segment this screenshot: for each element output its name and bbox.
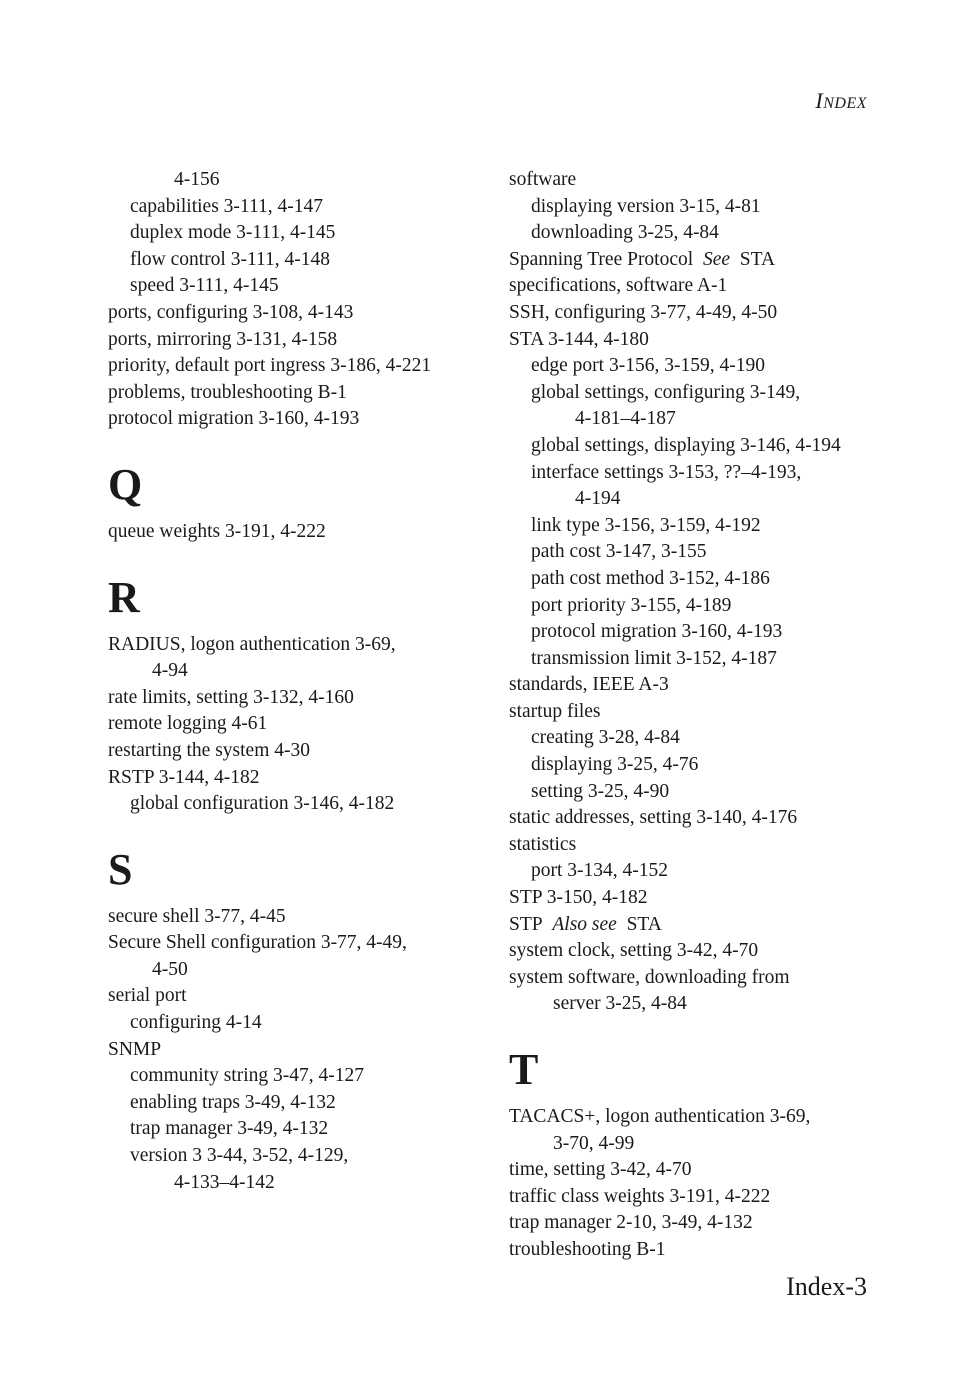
index-entry: downloading 3-25, 4-84 xyxy=(531,222,719,244)
index-entry: Secure Shell configuration 3-77, 4-49, xyxy=(108,932,407,954)
index-entry: ports, mirroring 3-131, 4-158 xyxy=(108,328,338,350)
index-entry: 4-94 xyxy=(152,660,188,682)
index-entry: static addresses, setting 3-140, 4-176 xyxy=(509,807,798,829)
index-entry: configuring 4-14 xyxy=(130,1012,262,1034)
index-entry: displaying 3-25, 4-76 xyxy=(531,754,699,776)
index-entry: path cost 3-147, 3-155 xyxy=(531,541,707,563)
index-section-letter: S xyxy=(108,844,133,894)
index-entry: system clock, setting 3-42, 4-70 xyxy=(509,940,759,962)
index-entry: time, setting 3-42, 4-70 xyxy=(509,1159,692,1181)
index-column-left xyxy=(108,167,488,1196)
index-entry-term: STP xyxy=(509,913,543,935)
index-entry: server 3-25, 4-84 xyxy=(553,993,687,1015)
index-entry: 4-50 xyxy=(152,958,188,980)
index-see-reference: See xyxy=(702,248,730,270)
index-entry: enabling traps 3-49, 4-132 xyxy=(130,1091,336,1113)
index-entry: 4-181–4-187 xyxy=(575,408,676,430)
index-entry: priority, default port ingress 3-186, 4-221 xyxy=(108,355,432,377)
index-entry: duplex mode 3-111, 4-145 xyxy=(130,222,336,244)
index-see-target: STA xyxy=(739,248,776,270)
index-entry: secure shell 3-77, 4-45 xyxy=(108,905,286,927)
index-entry: statistics xyxy=(509,833,577,855)
index-entry: RSTP 3-144, 4-182 xyxy=(108,766,260,788)
index-entry: 3-70, 4-99 xyxy=(553,1132,635,1154)
index-entry: capabilities 3-111, 4-147 xyxy=(130,195,323,217)
index-entry: software xyxy=(509,169,577,190)
index-entry: serial port xyxy=(108,985,187,1007)
index-entry: version 3 3-44, 3-52, 4-129, xyxy=(130,1145,349,1167)
index-entry: setting 3-25, 4-90 xyxy=(531,780,670,802)
index-entry: protocol migration 3-160, 4-193 xyxy=(531,621,783,643)
index-entry xyxy=(509,247,889,274)
index-entry: STA 3-144, 4-180 xyxy=(509,328,649,350)
index-section-letter: Q xyxy=(108,459,143,509)
index-entry: port priority 3-155, 4-189 xyxy=(531,594,732,616)
index-entry: standards, IEEE A-3 xyxy=(509,674,669,696)
index-entry: edge port 3-156, 3-159, 4-190 xyxy=(531,355,765,377)
header-initial: I xyxy=(815,88,824,113)
index-entry: link type 3-156, 3-159, 4-192 xyxy=(531,514,761,536)
index-see-reference: Also see xyxy=(552,913,617,935)
index-section-letter: T xyxy=(509,1045,539,1094)
index-entry: traffic class weights 3-191, 4-222 xyxy=(509,1185,771,1207)
index-entry: path cost method 3-152, 4-186 xyxy=(531,567,770,589)
index-entry: rate limits, setting 3-132, 4-160 xyxy=(108,686,354,708)
index-entry: 4-133–4-142 xyxy=(174,1171,275,1193)
index-entry: RADIUS, logon authentication 3-69, xyxy=(108,633,396,655)
running-header xyxy=(815,88,867,114)
index-entry: STP 3-150, 4-182 xyxy=(509,887,648,909)
header-rest: NDEX xyxy=(823,95,867,112)
index-entry-term: Spanning Tree Protocol xyxy=(509,248,694,270)
index-entry: displaying version 3-15, 4-81 xyxy=(531,195,761,217)
index-entry: system software, downloading from xyxy=(509,966,790,988)
index-entry: TACACS+, logon authentication 3-69, xyxy=(509,1106,811,1127)
index-entry: startup files xyxy=(509,700,601,722)
index-entry: ports, configuring 3-108, 4-143 xyxy=(108,301,354,323)
index-column-right xyxy=(509,167,889,1264)
index-entry: restarting the system 4-30 xyxy=(108,739,310,761)
index-entry: specifications, software A-1 xyxy=(509,275,728,297)
index-entry: troubleshooting B-1 xyxy=(509,1238,666,1260)
index-entry: transmission limit 3-152, 4-187 xyxy=(531,647,777,669)
index-entry: 4-194 xyxy=(575,488,621,510)
index-see-target: STA xyxy=(626,913,662,935)
index-entry xyxy=(509,912,889,939)
index-entry: problems, troubleshooting B-1 xyxy=(108,381,347,403)
index-entry: 4-156 xyxy=(174,169,220,190)
index-entry: trap manager 2-10, 3-49, 4-132 xyxy=(509,1212,753,1234)
index-entry: remote logging 4-61 xyxy=(108,713,268,735)
index-entry: creating 3-28, 4-84 xyxy=(531,727,680,749)
index-entry: SSH, configuring 3-77, 4-49, 4-50 xyxy=(509,301,778,323)
index-entry: flow control 3-111, 4-148 xyxy=(130,248,331,270)
index-entry: port 3-134, 4-152 xyxy=(531,860,669,882)
index-entry: community string 3-47, 4-127 xyxy=(130,1065,364,1087)
index-section-letter: R xyxy=(108,572,140,622)
index-entry: global configuration 3-146, 4-182 xyxy=(130,793,395,815)
index-entry: global settings, configuring 3-149, xyxy=(531,381,801,403)
index-entry: protocol migration 3-160, 4-193 xyxy=(108,408,360,430)
index-entry: interface settings 3-153, ??–4-193, xyxy=(531,461,802,483)
index-entry: SNMP xyxy=(108,1038,162,1060)
page-number: Index-3 xyxy=(786,1272,867,1301)
index-entry: global settings, displaying 3-146, 4-194 xyxy=(531,434,841,456)
index-entry: trap manager 3-49, 4-132 xyxy=(130,1118,329,1140)
index-entry: queue weights 3-191, 4-222 xyxy=(108,520,326,542)
index-entry: speed 3-111, 4-145 xyxy=(130,275,279,297)
